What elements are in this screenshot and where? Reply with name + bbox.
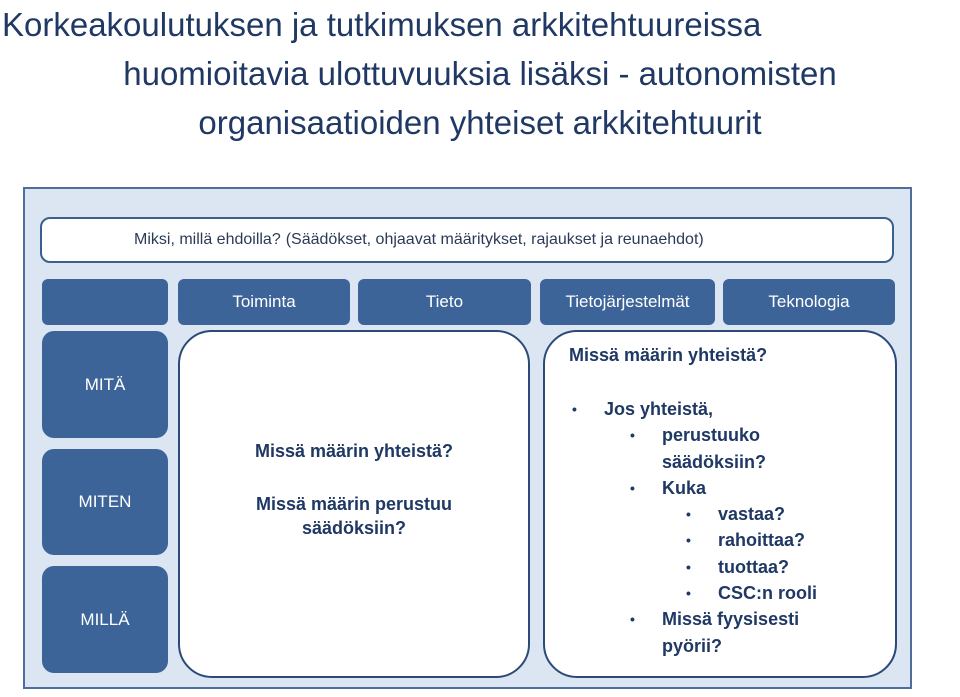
list-item: • vastaa? [718, 501, 817, 527]
bullet-icon: • [686, 532, 691, 549]
bullet-icon: • [630, 427, 635, 444]
row-label-miten: MITEN [42, 449, 168, 555]
list-item: • tuottaa? [718, 554, 817, 580]
list-item: säädöksiin? [662, 451, 767, 472]
bullet-icon: • [630, 479, 635, 496]
page-title [0, 0, 960, 147]
list-item: • perustuuko [662, 422, 817, 448]
column-header-toiminta: Toiminta [178, 279, 350, 325]
bullet-icon: • [630, 611, 635, 628]
list-item: • Jos yhteistä, [604, 396, 817, 422]
bullet-icon: • [686, 506, 691, 523]
bullet-icon: • [686, 558, 691, 575]
row-label-mita: MITÄ [42, 331, 168, 438]
list-item: • CSC:n rooli [718, 580, 817, 606]
column-header-tietojarjestelmat: Tietojärjestelmät [540, 279, 715, 325]
center-question-2-line-2: säädöksiin? [301, 518, 407, 538]
right-box-title: Missä määrin yhteistä? [569, 345, 768, 365]
conditions-detail: (Säädökset, ohjaavat määritykset, rajaukset ja reunaehdot) [285, 231, 704, 248]
conditions-question: Miksi, millä ehdoilla? [134, 231, 281, 248]
conditions-box [40, 217, 894, 263]
center-question-2 [178, 492, 530, 540]
row-label-milla: MILLÄ [42, 566, 168, 673]
center-question-2-line-1: Missä määrin perustuu [255, 494, 453, 514]
right-box-list [572, 396, 817, 659]
bullet-icon: • [572, 401, 577, 417]
column-header-tieto: Tieto [358, 279, 531, 325]
title-line-2: huomioitavia ulottuvuuksia lisäksi - autonomisten [123, 55, 837, 92]
list-item: • rahoittaa? [718, 527, 817, 553]
title-line-1: Korkeakoulutuksen ja tutkimuksen arkkitehtuureissa [2, 6, 762, 43]
list-item: • Kuka [662, 475, 817, 501]
title-line-3: organisaatioiden yhteiset arkkitehtuurit [198, 104, 762, 141]
bullet-icon: • [686, 585, 691, 602]
list-item: pyörii? [662, 635, 723, 656]
column-header-teknologia: Teknologia [723, 279, 895, 325]
list-item: • Missä fyysisesti [662, 606, 817, 632]
center-question-1: Missä määrin yhteistä? [254, 441, 454, 461]
header-corner-cell [42, 279, 168, 325]
